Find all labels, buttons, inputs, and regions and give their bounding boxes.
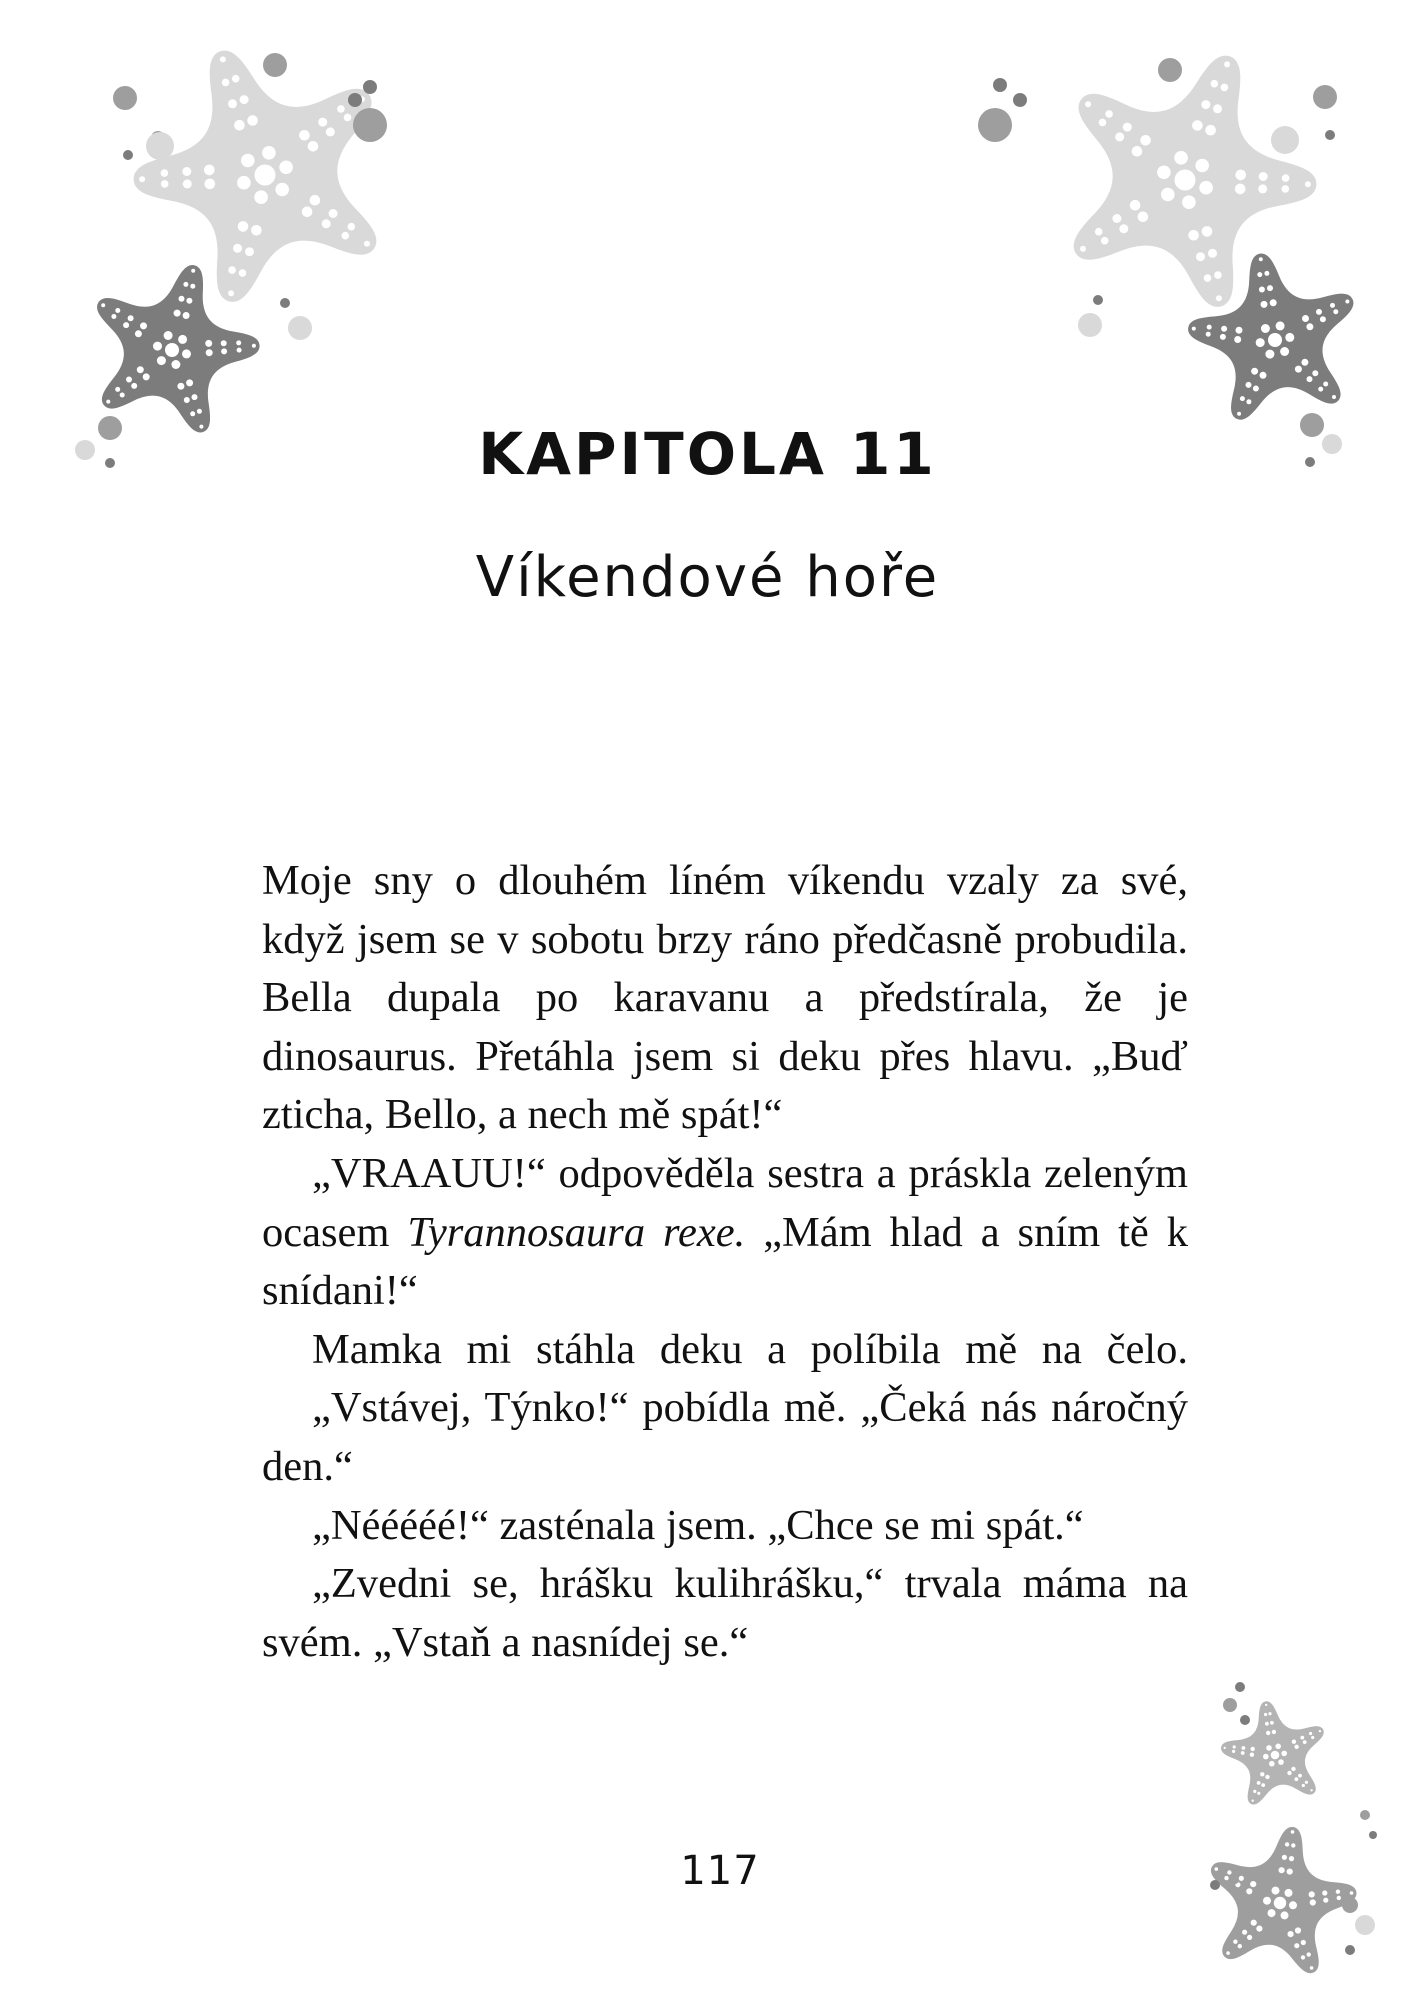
paragraph-text: „Nééééé!“ zasténala jsem. „Chce se mi spát.“ bbox=[312, 1501, 1084, 1549]
starfish-icon bbox=[1080, 61, 1311, 301]
starfish-icon bbox=[1224, 1704, 1322, 1802]
paragraph bbox=[262, 1379, 1188, 1496]
paragraph bbox=[262, 1145, 1188, 1321]
chapter-title: Víkendové hoře bbox=[475, 545, 940, 610]
starfish-decoration-top-right bbox=[975, 30, 1405, 470]
paragraph-text: Mamka mi stáhla deku a políbila mě na čelo. bbox=[312, 1325, 1188, 1373]
body-text bbox=[262, 852, 1188, 1672]
paragraph-text: „VRAAUU!“ odpověděla sestra a práskla zeleným ocasem bbox=[262, 1149, 1188, 1256]
paragraph bbox=[262, 1555, 1188, 1672]
paragraph bbox=[262, 1321, 1188, 1380]
chapter-label: KAPITOLA 11 bbox=[478, 420, 937, 488]
paragraph-text: „Vstávej, Týnko!“ pobídla mě. „Čeká nás náročný den.“ bbox=[262, 1384, 1188, 1490]
italic-text: Tyrannosaura rexe. bbox=[407, 1208, 746, 1256]
starfish-decoration-bottom-right bbox=[1190, 1665, 1410, 1995]
paragraph bbox=[262, 1497, 1188, 1556]
paragraph-text: „Zvedni se, hrášku kulihrášku,“ trvala máma na svém. „Vstaň a nasnídej se.“ bbox=[262, 1560, 1188, 1666]
paragraph bbox=[262, 852, 1188, 1145]
starfish-icon bbox=[139, 56, 370, 296]
page-number: 117 bbox=[680, 1848, 760, 1894]
paragraph-text: „Mám hlad a sním tě k snídani!“ bbox=[262, 1208, 1188, 1315]
starfish-decoration-top-left bbox=[70, 30, 450, 470]
paragraph-text: Moje sny o dlouhém líném víkendu vzaly za své, když jsem se v sobotu brzy ráno předčasně probudila. Bella dupala po karavanu a předstírala, že je dinosaurus. Přetáhla jsem si deku přes hlavu. „Buď zticha, Bello, a nech mě spát!“ bbox=[262, 857, 1188, 1139]
